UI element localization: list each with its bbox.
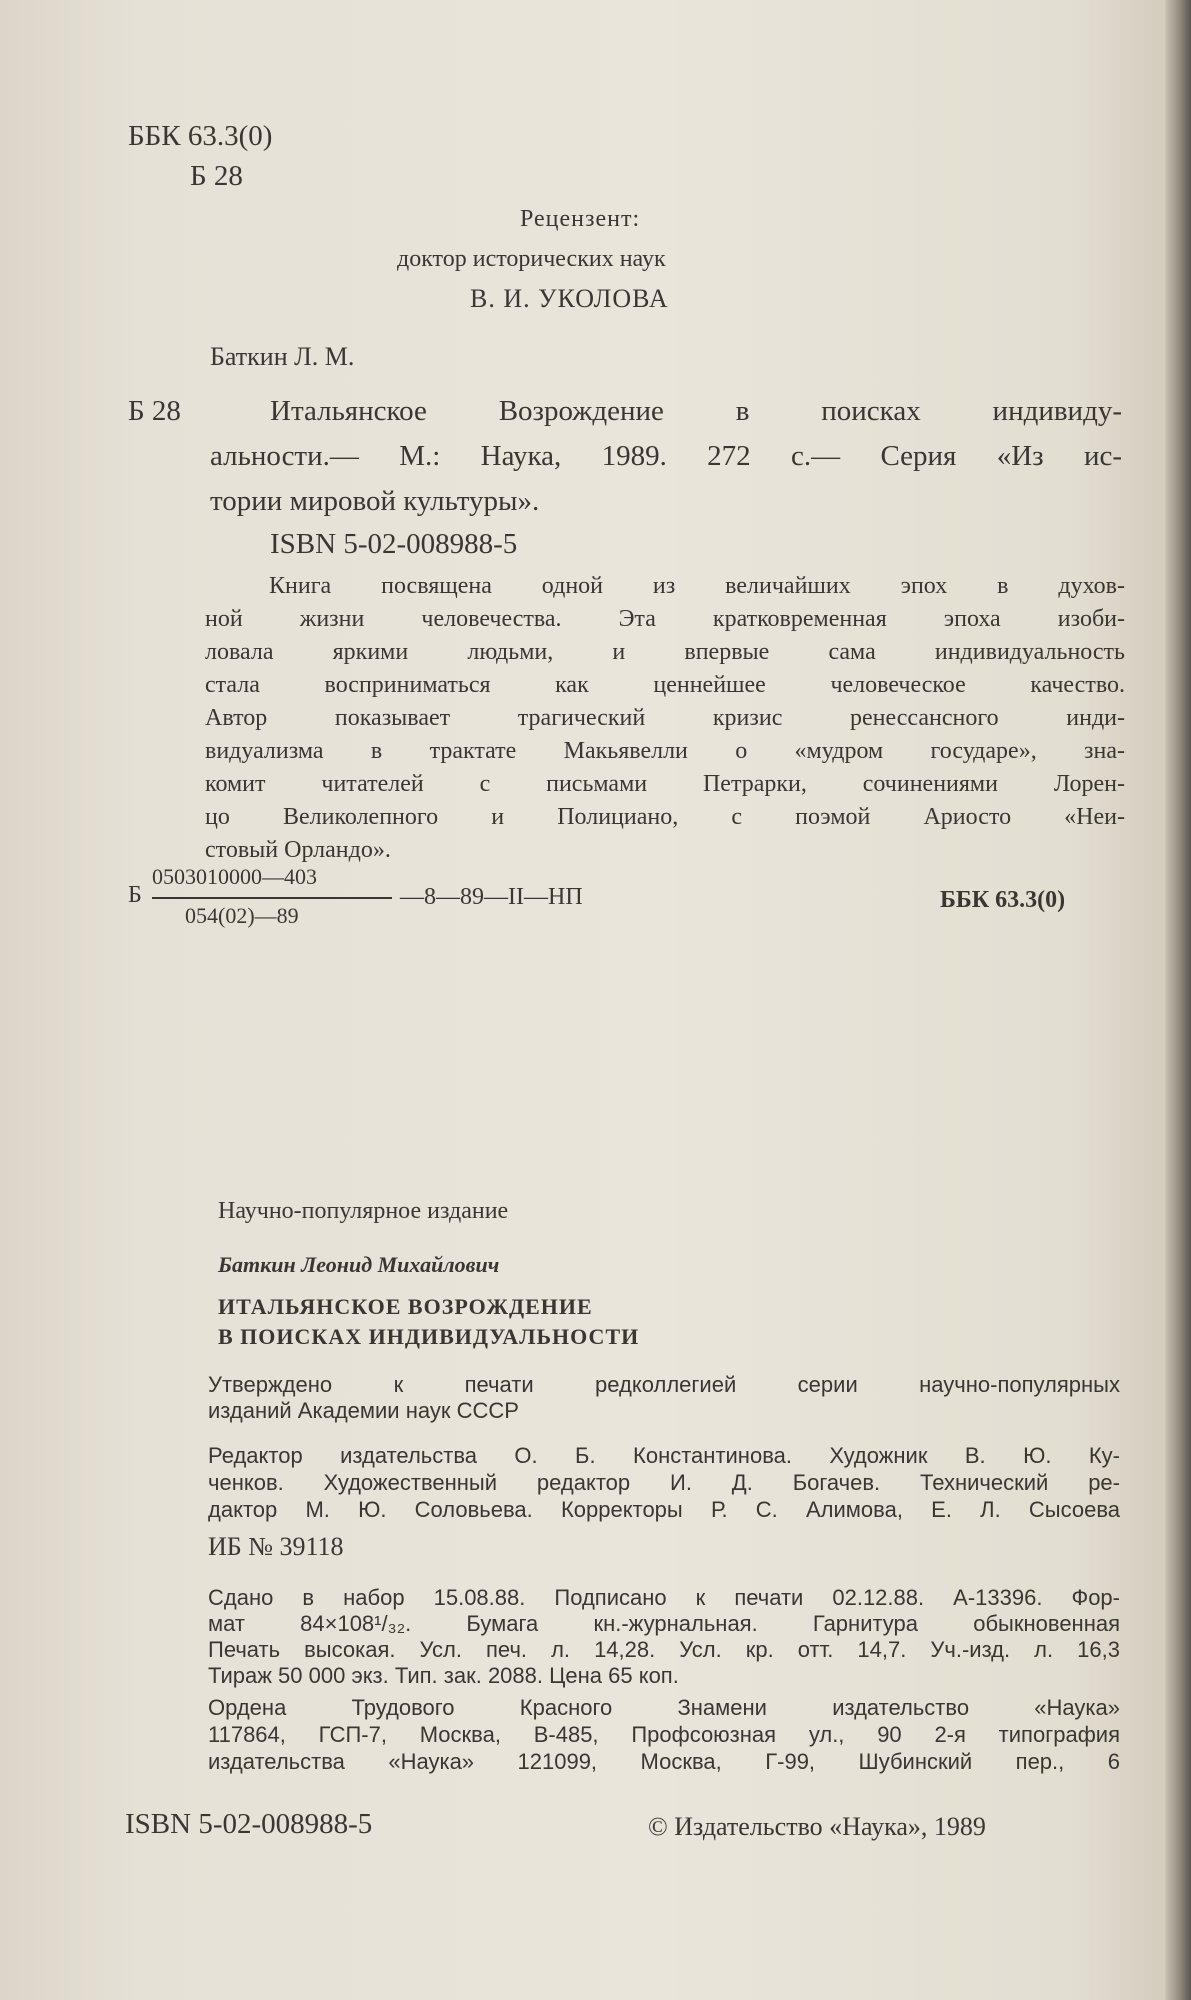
annotation-line: комит читателей с письмами Петрарки, сочинениями Лорен- (205, 771, 1125, 797)
colophon-title-line-2: В ПОИСКАХ ИНДИВИДУАЛЬНОСТИ (218, 1324, 640, 1349)
annotation-line: цо Великолепного и Полициано, с поэмой Ариосто «Неи- (205, 804, 1125, 830)
annotation-line: стала восприниматься как ценнейшее человеческое качество. (205, 672, 1125, 698)
approval-note (208, 1372, 1120, 1424)
publisher-line: Ордена Трудового Красного Знамени издательство «Наука» (208, 1695, 1120, 1720)
reviewer-degree: доктор исторических наук (397, 246, 666, 272)
publisher-line: издательства «Наука» 121099, Москва, Г-99, Шубинский пер., 6 (208, 1749, 1120, 1774)
author-code-top: Б 28 (190, 160, 243, 192)
staff-line: ченков. Художественный редактор И. Д. Богачев. Технический ре- (208, 1470, 1120, 1495)
publisher-info (208, 1694, 1120, 1775)
catalog-line-2: альности.— М.: Наука, 1989. 272 с.— Серия «Из ис- (210, 440, 1122, 472)
index-code-suffix: —8—89—II—НП (400, 884, 583, 910)
print-line: Тираж 50 000 экз. Тип. зак. 2088. Цена 65 коп. (208, 1663, 679, 1688)
reviewer-name: В. И. УКОЛОВА (470, 284, 669, 313)
annotation-line: видуализма в трактате Макьявелли о «мудром государе», зна- (205, 738, 1125, 764)
bbk-code-top: ББК 63.3(0) (128, 120, 273, 152)
print-line: мат 84×108¹/₃₂. Бумага кн.-журнальная. Гарнитура обыкновенная (208, 1611, 1120, 1636)
ib-number: ИБ № 39118 (208, 1532, 344, 1561)
catalog-code: Б 28 (128, 395, 181, 427)
publisher-line: 117864, ГСП-7, Москва, В-485, Профсоюзная ул., 90 2-я типография (208, 1722, 1120, 1747)
staff-line: Редактор издательства О. Б. Константинова. Художник В. Ю. Ку- (208, 1443, 1120, 1468)
approval-line: изданий Академии наук СССР (208, 1398, 519, 1423)
colophon-author: Баткин Леонид Михайлович (218, 1252, 500, 1277)
edition-type: Научно-популярное издание (218, 1198, 509, 1224)
reviewer-label: Рецензент: (520, 206, 641, 232)
index-code-denominator: 054(02)—89 (185, 903, 299, 928)
catalog-line-1: Итальянское Возрождение в поисках индивиду- (270, 395, 1122, 427)
author-heading: Баткин Л. М. (210, 342, 355, 371)
footer-copyright: © Издательство «Наука», 1989 (648, 1812, 986, 1841)
approval-line: Утверждено к печати редколлегией серии научно-популярных (208, 1372, 1120, 1397)
annotation-line: ной жизни человечества. Эта кратковременная эпоха изоби- (205, 606, 1125, 632)
index-code-numerator: 0503010000—403 (152, 864, 317, 889)
annotation-line: Автор показывает трагический кризис ренессансного инди- (205, 705, 1125, 731)
annotation-line: ловала яркими людьми, и впервые сама индивидуальность (205, 639, 1125, 665)
index-code-letter: Б (128, 882, 142, 908)
page-edge-shadow (1165, 0, 1191, 2000)
bbk-code-bottom: ББК 63.3(0) (940, 887, 1066, 913)
print-line: Печать высокая. Усл. печ. л. 14,28. Усл. кр. отт. 14,7. Уч.-изд. л. 16,3 (208, 1637, 1120, 1662)
catalog-isbn: ISBN 5-02-008988-5 (270, 528, 518, 560)
annotation-line: Книга посвящена одной из величайших эпох в духов- (269, 573, 1125, 599)
print-line: Сдано в набор 15.08.88. Подписано к печати 02.12.88. А-13396. Фор- (208, 1585, 1120, 1610)
footer-isbn: ISBN 5-02-008988-5 (125, 1808, 373, 1840)
staff-credits (208, 1442, 1120, 1523)
staff-line: дактор М. Ю. Соловьева. Корректоры Р. С. Алимова, Е. Л. Сысоева (208, 1497, 1120, 1522)
annotation-paragraph (205, 570, 1125, 867)
print-details (208, 1585, 1120, 1689)
colophon-title-line-1: ИТАЛЬЯНСКОЕ ВОЗРОЖДЕНИЕ (218, 1294, 593, 1319)
catalog-line-3: тории мировой культуры». (210, 485, 540, 517)
fraction-divider (152, 897, 392, 899)
annotation-line: стовый Орландо». (205, 837, 391, 863)
